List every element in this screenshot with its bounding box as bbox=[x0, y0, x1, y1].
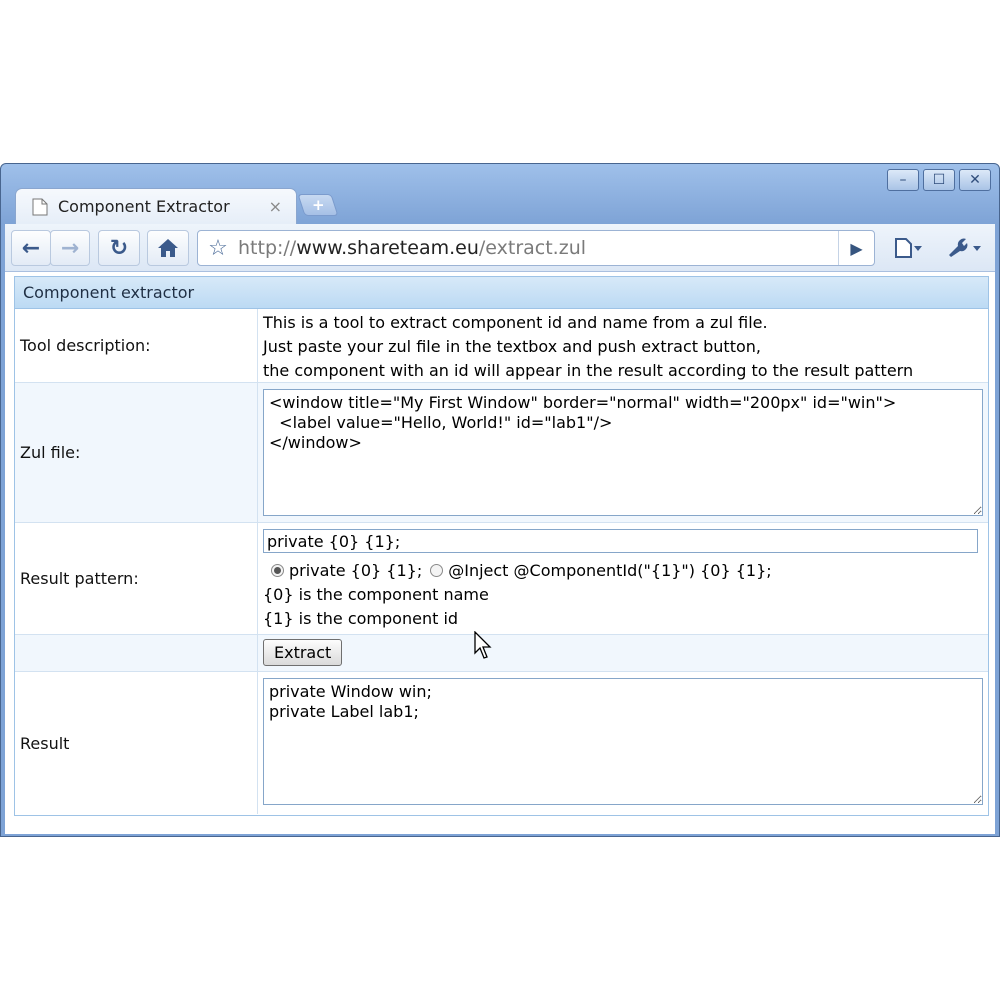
zul-value bbox=[258, 383, 988, 522]
pattern-option1-label[interactable]: private {0} {1}; bbox=[289, 560, 423, 580]
extract-row bbox=[15, 635, 988, 672]
maximize-icon: ☐ bbox=[932, 172, 946, 188]
pattern-option2-radio[interactable] bbox=[430, 564, 443, 577]
tab-close-icon[interactable]: × bbox=[268, 197, 282, 216]
pattern-option1-radio[interactable] bbox=[271, 564, 284, 577]
forward-arrow-icon: → bbox=[60, 235, 80, 261]
new-tab-button[interactable] bbox=[297, 194, 338, 216]
window-controls bbox=[887, 169, 991, 191]
reload-icon: ↻ bbox=[109, 235, 129, 261]
zul-row bbox=[15, 383, 988, 523]
url-scheme: http:// bbox=[238, 237, 297, 259]
url-path: /extract.zul bbox=[478, 237, 587, 259]
pattern-info-name: {0} is the component name bbox=[263, 585, 489, 604]
description-value bbox=[258, 309, 988, 382]
page-menu-button[interactable] bbox=[885, 230, 931, 266]
page-content bbox=[5, 272, 995, 834]
pattern-label: Result pattern: bbox=[15, 523, 258, 634]
extract-button[interactable]: Extract bbox=[263, 639, 342, 666]
pattern-info-id: {1} is the component id bbox=[263, 609, 459, 628]
description-label: Tool description: bbox=[15, 309, 258, 382]
settings-menu-button[interactable] bbox=[939, 230, 989, 266]
description-line: This is a tool to extract component id and name from a zul file. bbox=[263, 313, 768, 332]
pattern-input[interactable] bbox=[263, 529, 978, 553]
pattern-value bbox=[258, 523, 988, 634]
reload-button[interactable] bbox=[98, 230, 140, 266]
close-icon: ✕ bbox=[969, 172, 981, 188]
forward-button[interactable] bbox=[50, 230, 90, 266]
pattern-row bbox=[15, 523, 988, 635]
url-host: www.shareteam.eu bbox=[296, 237, 479, 259]
browser-toolbar bbox=[5, 224, 995, 272]
close-window-button[interactable] bbox=[959, 169, 991, 191]
pattern-option2-label[interactable]: @Inject @ComponentId("{1}") {0} {1}; bbox=[448, 560, 772, 580]
result-textarea[interactable] bbox=[263, 678, 983, 805]
bookmark-star-icon[interactable]: ☆ bbox=[208, 235, 228, 261]
back-button[interactable] bbox=[11, 230, 51, 266]
tab-title: Component Extractor bbox=[58, 197, 230, 216]
mouse-cursor-icon bbox=[474, 631, 494, 661]
address-bar[interactable] bbox=[197, 230, 875, 266]
description-line: Just paste your zul file in the textbox and push extract button, bbox=[263, 337, 761, 356]
page-icon bbox=[32, 198, 48, 216]
home-button[interactable] bbox=[147, 230, 189, 266]
url-text[interactable] bbox=[238, 237, 838, 259]
description-line: the component with an id will appear in the result according to the result pattern bbox=[263, 361, 914, 380]
page-menu-icon bbox=[893, 237, 923, 259]
go-button[interactable] bbox=[838, 231, 874, 265]
maximize-button[interactable] bbox=[923, 169, 955, 191]
extract-label-empty bbox=[15, 635, 258, 671]
back-arrow-icon: ← bbox=[21, 235, 41, 261]
home-icon bbox=[157, 237, 179, 259]
plus-icon: + bbox=[311, 196, 325, 214]
result-label: Result bbox=[15, 672, 258, 814]
result-value bbox=[258, 672, 988, 814]
zul-label: Zul file: bbox=[15, 383, 258, 522]
pattern-options bbox=[263, 559, 983, 581]
browser-window bbox=[0, 163, 1000, 837]
play-icon: ▶ bbox=[850, 238, 863, 258]
extract-value bbox=[258, 635, 988, 671]
wrench-icon bbox=[945, 237, 983, 259]
description-row bbox=[15, 309, 988, 383]
result-row bbox=[15, 672, 988, 814]
minimize-icon: – bbox=[899, 172, 907, 188]
component-extractor-panel bbox=[14, 276, 989, 816]
minimize-button[interactable] bbox=[887, 169, 919, 191]
zul-textarea[interactable] bbox=[263, 389, 983, 516]
tab-component-extractor[interactable] bbox=[15, 188, 297, 224]
panel-title: Component extractor bbox=[15, 277, 988, 309]
